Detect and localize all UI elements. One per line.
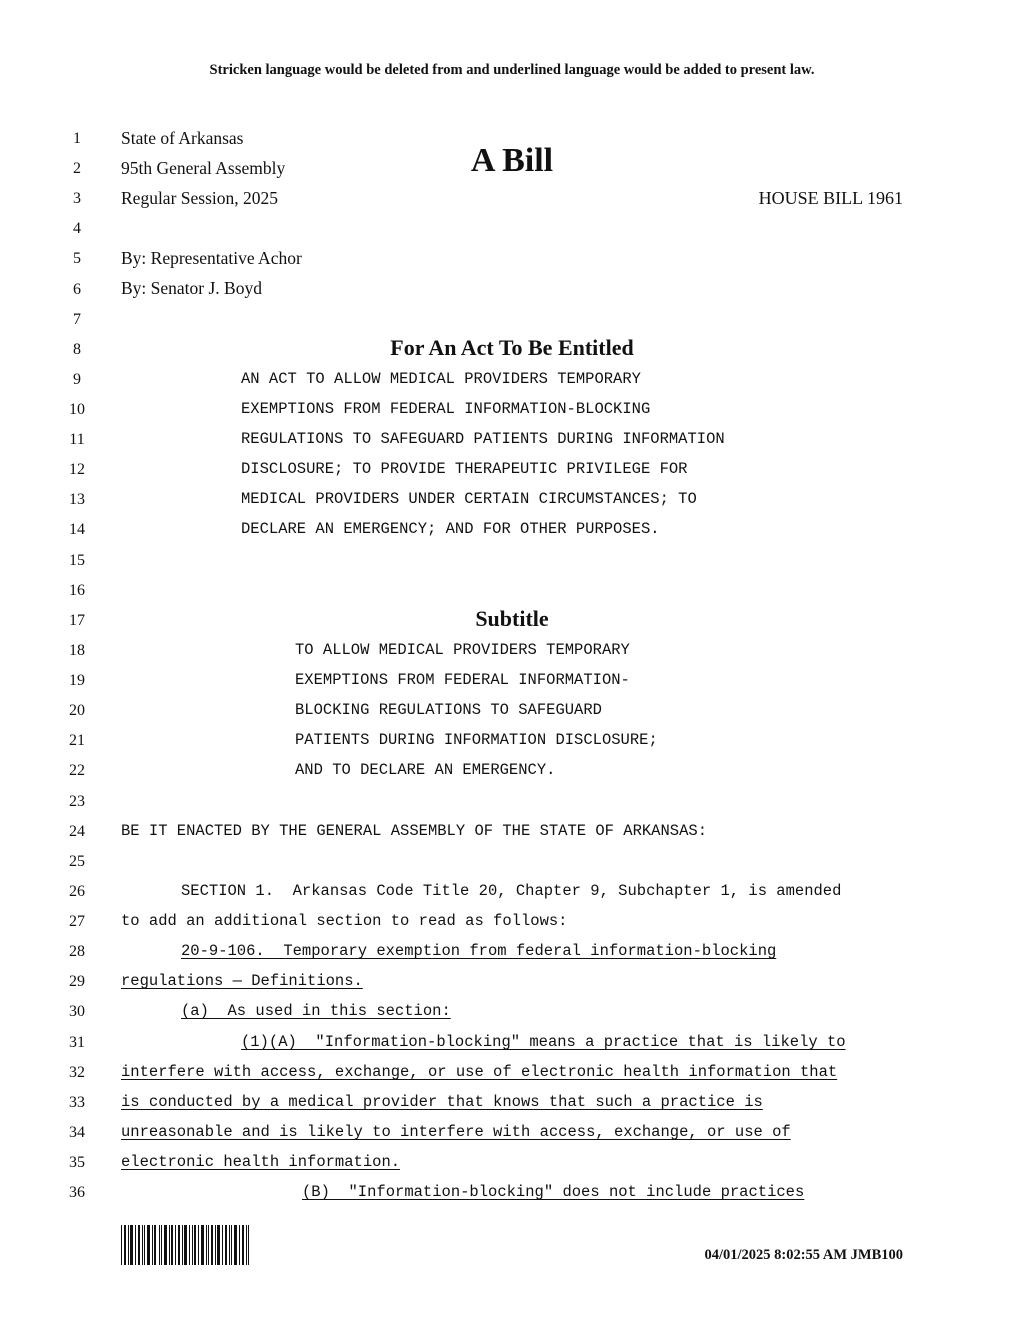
line-number: 18 <box>69 642 85 659</box>
line-number: 9 <box>73 371 81 388</box>
title-line: DISCLOSURE; TO PROVIDE THERAPEUTIC PRIVILEGE FOR <box>241 460 688 478</box>
line-number: 5 <box>73 250 81 267</box>
state-name: State of Arkansas <box>121 128 244 148</box>
enacting-clause: BE IT ENACTED BY THE GENERAL ASSEMBLY OF THE STATE OF ARKANSAS: <box>121 822 707 840</box>
line-number: 8 <box>73 341 81 358</box>
amendment-notice: Stricken language would be deleted from and underlined language would be added to present law. <box>209 62 815 78</box>
line-number: 11 <box>69 431 85 448</box>
line-number: 31 <box>69 1034 85 1051</box>
line-number: 27 <box>69 913 85 930</box>
line-number: 2 <box>73 160 81 177</box>
title-line: DECLARE AN EMERGENCY; AND FOR OTHER PURPOSES. <box>241 520 660 538</box>
line-number: 33 <box>69 1094 85 1111</box>
line-number: 20 <box>69 702 85 719</box>
line-number: 25 <box>69 853 85 870</box>
line-number: 3 <box>73 190 81 207</box>
line-number: 26 <box>69 883 85 900</box>
line-number: 6 <box>73 281 81 298</box>
line-number: 7 <box>73 311 81 328</box>
line-number: 34 <box>69 1124 85 1141</box>
doc-type-title: A Bill <box>470 142 554 179</box>
definition-text: interfere with access, exchange, or use of electronic health information that <box>121 1063 838 1081</box>
line-number: 17 <box>69 612 85 629</box>
line-number: 15 <box>69 552 85 569</box>
line-number: 10 <box>69 401 85 418</box>
subtitle-line: TO ALLOW MEDICAL PROVIDERS TEMPORARY <box>295 641 630 659</box>
barcode <box>121 1225 249 1265</box>
new-section-heading: 20-9-106. Temporary exemption from federal information-blocking <box>181 942 777 960</box>
title-heading: For An Act To Be Entitled <box>390 335 634 360</box>
subtitle-heading: Subtitle <box>475 606 549 631</box>
title-line: REGULATIONS TO SAFEGUARD PATIENTS DURING INFORMATION <box>241 430 725 448</box>
title-line: EXEMPTIONS FROM FEDERAL INFORMATION-BLOCKING <box>241 400 651 418</box>
line-number: 21 <box>69 732 85 749</box>
sponsor-senator: By: Senator J. Boyd <box>121 278 262 298</box>
line-number: 16 <box>69 582 85 599</box>
title-line: AN ACT TO ALLOW MEDICAL PROVIDERS TEMPORARY <box>241 370 641 388</box>
line-number: 32 <box>69 1064 85 1081</box>
definition-text: unreasonable and is likely to interfere with access, exchange, or use of <box>121 1123 791 1141</box>
line-number: 24 <box>69 823 85 840</box>
line-number: 30 <box>69 1003 85 1020</box>
line-number: 36 <box>69 1184 85 1201</box>
line-number: 23 <box>69 793 85 810</box>
subtitle-line: BLOCKING REGULATIONS TO SAFEGUARD <box>295 701 602 719</box>
line-number: 22 <box>69 762 85 779</box>
section-1-text: to add an additional section to read as follows: <box>121 912 568 930</box>
line-number: 29 <box>69 973 85 990</box>
line-number: 13 <box>69 491 85 508</box>
line-number: 28 <box>69 943 85 960</box>
line-number: 1 <box>73 130 81 147</box>
line-number: 14 <box>69 521 85 538</box>
subtitle-line: PATIENTS DURING INFORMATION DISCLOSURE; <box>295 731 658 749</box>
assembly: 95th General Assembly <box>121 158 286 178</box>
subtitle-line: AND TO DECLARE AN EMERGENCY. <box>295 761 556 779</box>
bill-number: HOUSE BILL 1961 <box>758 188 903 208</box>
definition-text: (B) "Information-blocking" does not include practices <box>302 1183 805 1201</box>
section-1-text: SECTION 1. Arkansas Code Title 20, Chapter 9, Subchapter 1, is amended <box>181 882 842 900</box>
line-number: 35 <box>69 1154 85 1171</box>
new-section-heading: regulations — Definitions. <box>121 972 363 990</box>
line-number: 4 <box>73 220 81 237</box>
definition-text: (1)(A) "Information-blocking" means a practice that is likely to <box>241 1033 846 1051</box>
line-number: 19 <box>69 672 85 689</box>
definition-text: electronic health information. <box>121 1153 401 1171</box>
session: Regular Session, 2025 <box>121 188 279 208</box>
line-number: 12 <box>69 461 85 478</box>
subsection-a: (a) As used in this section: <box>181 1002 451 1020</box>
subtitle-line: EXEMPTIONS FROM FEDERAL INFORMATION- <box>295 671 630 689</box>
timestamp-stamp: 04/01/2025 8:02:55 AM JMB100 <box>704 1247 903 1263</box>
sponsor-representative: By: Representative Achor <box>121 248 302 268</box>
title-line: MEDICAL PROVIDERS UNDER CERTAIN CIRCUMSTANCES; TO <box>241 490 697 508</box>
definition-text: is conducted by a medical provider that knows that such a practice is <box>121 1093 763 1111</box>
